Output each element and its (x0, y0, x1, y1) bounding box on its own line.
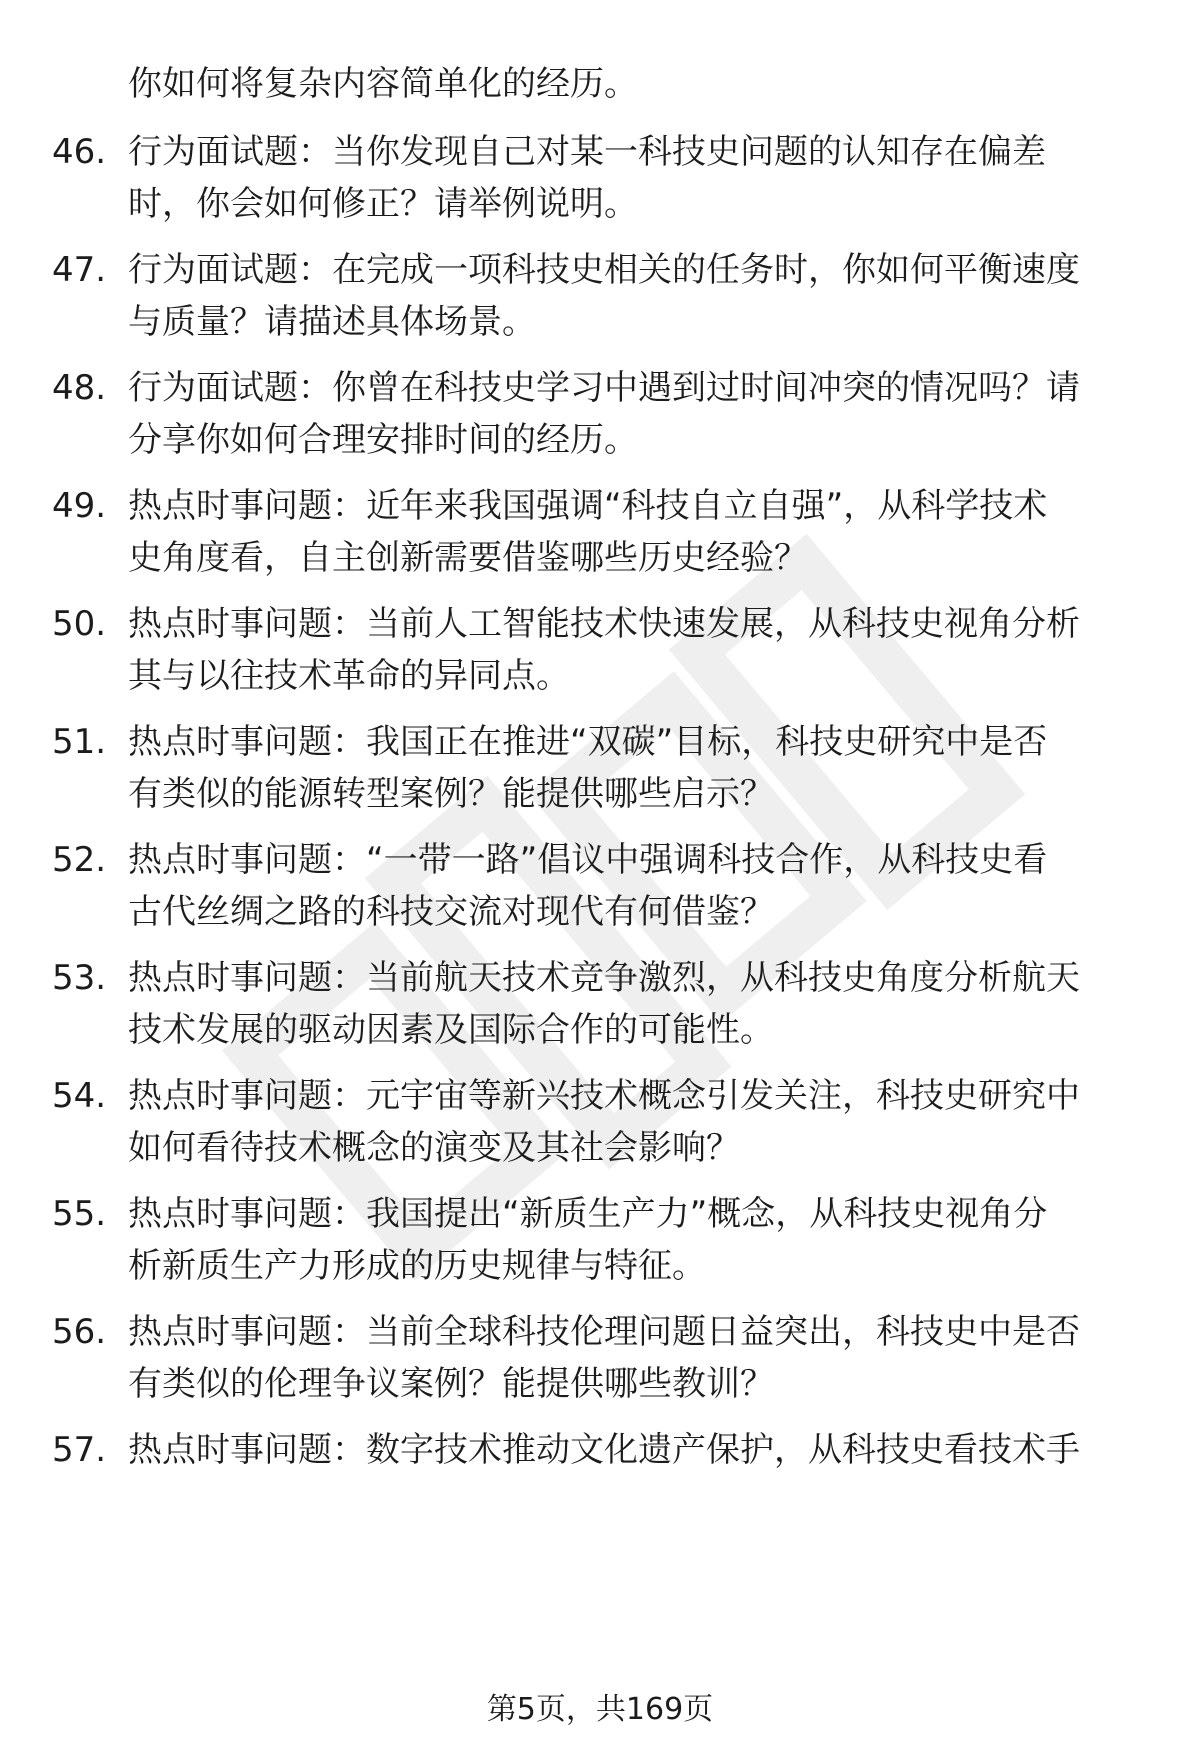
item-text-line-1: 热点时事问题：我国提出“新质生产力”概念，从科技史视角分 (128, 1194, 1048, 1234)
item-number: 47. (52, 250, 107, 290)
item-text-line-2: 技术发展的驱动因素及国际合作的可能性。 (128, 1010, 774, 1050)
item-text-line-1: 热点时事问题：近年来我国强调“科技自立自强”，从科学技术 (128, 486, 1048, 526)
item-text-line-2: 分享你如何合理安排时间的经历。 (128, 420, 638, 460)
item-number: 54. (52, 1076, 107, 1116)
item-text-line-2: 史角度看，自主创新需要借鉴哪些历史经验？ (128, 538, 808, 578)
item-number: 46. (52, 132, 107, 172)
item-number: 49. (52, 486, 107, 526)
item-text-line-1: 热点时事问题：当前航天技术竞争激烈，从科技史角度分析航天 (128, 958, 1080, 998)
item-number: 56. (52, 1312, 107, 1352)
item-text-line-1: 行为面试题：你曾在科技史学习中遇到过时间冲突的情况吗？请 (128, 368, 1080, 408)
item-text-line-1: 行为面试题：当你发现自己对某一科技史问题的认知存在偏差 (128, 132, 1046, 172)
item-text-line-1: 热点时事问题：“一带一路”倡议中强调科技合作，从科技史看 (128, 840, 1048, 880)
item-text-line-2: 时，你会如何修正？请举例说明。 (128, 184, 638, 224)
item-text-line-2: 析新质生产力形成的历史规律与特征。 (128, 1246, 706, 1286)
continuation-text: 你如何将复杂内容简单化的经历。 (128, 64, 638, 104)
item-text-line-1: 热点时事问题：我国正在推进“双碳”目标，科技史研究中是否 (128, 722, 1048, 762)
item-number: 50. (52, 604, 107, 644)
item-text-line-2: 有类似的伦理争议案例？能提供哪些教训？ (128, 1364, 774, 1404)
page-footer: 第5页，共169页 (486, 1692, 714, 1727)
item-text-line-2: 如何看待技术概念的演变及其社会影响？ (128, 1128, 740, 1168)
item-number: 55. (52, 1194, 107, 1234)
item-text-line-1: 热点时事问题：元宇宙等新兴技术概念引发关注，科技史研究中 (128, 1076, 1080, 1116)
item-number: 53. (52, 958, 107, 998)
item-number: 52. (52, 840, 107, 880)
item-number: 48. (52, 368, 107, 408)
item-text-line-2: 有类似的能源转型案例？能提供哪些启示？ (128, 774, 774, 814)
item-text-line-1: 热点时事问题：数字技术推动文化遗产保护，从科技史看技术手 (128, 1430, 1080, 1470)
item-number: 51. (52, 722, 107, 762)
item-number: 57. (52, 1430, 107, 1470)
item-text-line-1: 热点时事问题：当前人工智能技术快速发展，从科技史视角分析 (128, 604, 1080, 644)
item-text-line-1: 行为面试题：在完成一项科技史相关的任务时，你如何平衡速度 (128, 250, 1080, 290)
item-text-line-2: 与质量？请描述具体场景。 (128, 302, 536, 342)
item-text-line-1: 热点时事问题：当前全球科技伦理问题日益突出，科技史中是否 (128, 1312, 1080, 1352)
item-text-line-2: 古代丝绸之路的科技交流对现代有何借鉴？ (128, 892, 774, 932)
item-text-line-2: 其与以往技术革命的异同点。 (128, 656, 570, 696)
